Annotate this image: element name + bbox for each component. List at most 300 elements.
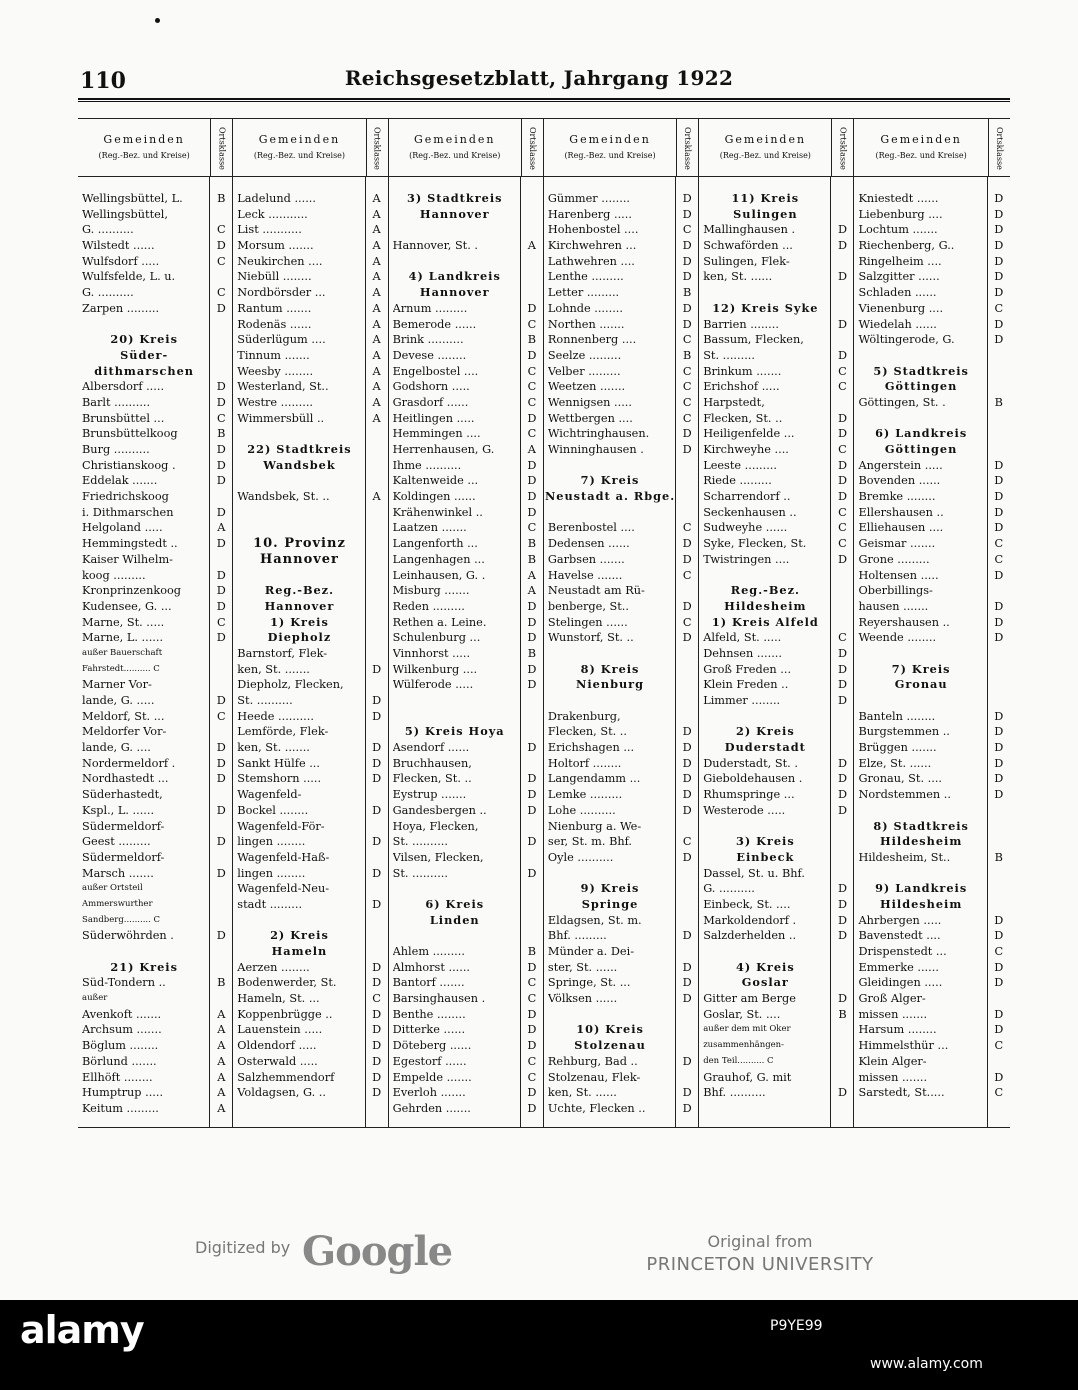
table-row	[854, 332, 1009, 348]
municipality-name: Geest .........	[82, 835, 151, 849]
ortsklasse-value: C	[838, 631, 847, 645]
municipality-name: Devese ........	[392, 348, 467, 362]
table-row	[854, 693, 1009, 709]
table-row	[78, 819, 232, 835]
ortsklasse-value: D	[837, 552, 848, 566]
ortsklasse-value: D	[216, 568, 226, 582]
ortsklasse-value: C	[527, 992, 537, 1006]
ortsklasse-value: D	[372, 835, 382, 849]
municipality-name: Goslar, St. ....	[703, 1007, 781, 1021]
section-heading	[233, 536, 387, 552]
municipality-name: ken, St. ......	[547, 1086, 617, 1100]
table-row	[233, 803, 387, 819]
table-row	[233, 520, 387, 536]
table-row	[854, 991, 1009, 1007]
table-row	[854, 238, 1009, 254]
table-row	[233, 866, 387, 882]
table-row	[854, 913, 1009, 929]
table-row	[389, 379, 543, 395]
table-row	[78, 866, 232, 882]
table-row	[389, 489, 543, 505]
table-row	[854, 709, 1009, 725]
table-row	[233, 740, 387, 756]
table-row	[544, 426, 698, 442]
ortsklasse-value: D	[994, 960, 1004, 974]
ortsklasse-value: D	[682, 537, 692, 551]
table-row	[389, 740, 543, 756]
municipality-name: Reg.-Bez.	[264, 583, 335, 598]
ortsklasse-value: D	[994, 458, 1004, 472]
municipality-name: Ellershausen ..	[858, 505, 944, 519]
municipality-name: Brüggen .......	[858, 741, 937, 755]
table-row	[389, 850, 543, 866]
municipality-name: Drispenstedt ...	[858, 945, 947, 958]
ortsklasse-value: D	[527, 866, 537, 880]
section-heading	[854, 662, 1009, 678]
municipality-name: 4) Kreis	[735, 959, 795, 974]
municipality-name: Dassel, St. u. Bhf.	[703, 866, 805, 880]
ortsklasse-value: A	[372, 333, 381, 347]
ortsklasse-value: C	[527, 317, 537, 331]
ortsklasse-value: D	[372, 709, 382, 723]
table-row	[233, 505, 387, 521]
ortsklasse-value: C	[994, 945, 1004, 958]
table-row	[544, 505, 698, 521]
ortsklasse-value: D	[216, 443, 226, 456]
ortsklasse-value: D	[837, 803, 848, 817]
ortsklasse-value: D	[372, 694, 382, 707]
table-row	[389, 646, 543, 662]
table-row	[699, 364, 853, 380]
ortsklasse-value: B	[838, 1007, 847, 1021]
municipality-name: Elze, St. ......	[858, 756, 932, 770]
ortsklasse-value: D	[837, 929, 848, 943]
ortsklasse-value: A	[372, 301, 381, 315]
ortsklasse-value: D	[994, 913, 1004, 927]
table-row	[233, 662, 387, 678]
municipality-name: außer	[82, 993, 108, 1004]
ortsklasse-value: D	[216, 537, 226, 551]
table-row	[389, 520, 543, 536]
table-row	[389, 536, 543, 552]
table-row	[78, 317, 232, 333]
municipality-name: Linden	[429, 912, 480, 927]
table-row	[854, 787, 1009, 803]
municipality-table	[78, 118, 1010, 1128]
ortsklasse-value: C	[216, 286, 226, 300]
table-row	[78, 536, 232, 552]
ortsklasse-value: D	[682, 427, 692, 441]
municipality-name: Kaltenweide ...	[392, 474, 479, 488]
municipality-name: 9) Kreis	[580, 881, 640, 896]
municipality-name: St. .........	[703, 348, 755, 362]
section-heading	[854, 881, 1009, 897]
municipality-name: Grasdorf ......	[392, 395, 469, 409]
table-row	[854, 724, 1009, 740]
municipality-name: Arnum .........	[392, 301, 468, 315]
table-column	[544, 119, 699, 1127]
table-row	[78, 991, 232, 1007]
table-row	[699, 709, 853, 725]
municipality-name: Barnstorf, Flek-	[237, 646, 328, 660]
ortsklasse-value: D	[216, 584, 226, 598]
municipality-name: Böglum ........	[82, 1039, 159, 1053]
table-row	[78, 520, 232, 536]
table-row	[389, 301, 543, 317]
municipality-name: Harpstedt,	[703, 395, 765, 409]
table-row	[389, 834, 543, 850]
municipality-name: Elliehausen ....	[858, 521, 944, 535]
municipality-name: Lathwehren ....	[547, 254, 635, 268]
municipality-name: Lemförde, Flek-	[237, 725, 329, 739]
table-row	[854, 269, 1009, 285]
municipality-name: 4) Landkreis	[408, 269, 501, 284]
section-heading	[389, 269, 543, 285]
table-row	[78, 897, 232, 913]
table-row	[544, 442, 698, 458]
table-row	[389, 583, 543, 599]
municipality-name: Wöltingerode, G.	[858, 333, 955, 347]
table-row	[699, 928, 853, 944]
table-row	[389, 411, 543, 427]
municipality-name: Marne, L. ......	[82, 631, 164, 645]
ortsklasse-value: D	[527, 1086, 537, 1100]
ortsklasse-value: A	[372, 364, 381, 378]
municipality-name: Erichshof .....	[703, 380, 780, 394]
table-row	[389, 630, 543, 646]
table-row	[544, 222, 698, 238]
table-row	[544, 1085, 698, 1101]
ortsklasse-value: D	[682, 850, 692, 864]
municipality-name: Reg.-Bez.	[730, 583, 800, 598]
column-header	[389, 119, 543, 177]
table-row	[78, 568, 232, 584]
table-row	[78, 944, 232, 960]
table-row	[544, 709, 698, 725]
table-row	[389, 975, 543, 991]
ortsklasse-value: D	[994, 223, 1004, 237]
ortsklasse-value: C	[216, 223, 226, 237]
municipality-name: Liebenburg ....	[858, 207, 943, 221]
table-row	[699, 944, 853, 960]
ortsklasse-value: C	[838, 443, 847, 456]
section-heading	[854, 364, 1009, 380]
municipality-name: Limmer ........	[703, 694, 781, 707]
ortsklasse-value: C	[838, 380, 847, 394]
section-heading	[854, 834, 1009, 850]
municipality-name: Berenbostel ....	[547, 521, 635, 535]
table-row	[233, 819, 387, 835]
table-row	[78, 709, 232, 725]
table-row	[78, 505, 232, 521]
section-heading	[699, 583, 853, 599]
table-row	[389, 803, 543, 819]
table-row	[233, 269, 387, 285]
section-heading	[699, 191, 853, 207]
table-row	[699, 1007, 853, 1023]
ortsklasse-value: D	[527, 741, 537, 755]
table-row	[78, 599, 232, 615]
section-heading	[544, 489, 698, 505]
section-heading	[544, 1022, 698, 1038]
municipality-name: 21) Kreis	[110, 959, 178, 974]
table-row	[699, 630, 853, 646]
municipality-name: Herrenhausen, G.	[392, 443, 495, 456]
table-row	[699, 819, 853, 835]
section-heading	[78, 960, 232, 976]
municipality-name: Wunstorf, St. ..	[547, 631, 634, 645]
ortsklasse-value: C	[682, 521, 692, 535]
ortsklasse-value: A	[527, 584, 536, 598]
ortsklasse-value: D	[682, 803, 692, 817]
municipality-name: Bremke ........	[858, 490, 936, 504]
table-row	[389, 677, 543, 693]
ortsklasse-value: C	[372, 992, 381, 1006]
ortsklasse-value: C	[527, 427, 537, 441]
municipality-name: Groß Freden ...	[703, 662, 792, 676]
section-heading	[233, 630, 387, 646]
table-row	[233, 756, 387, 772]
municipality-name: Hemmingstedt ..	[82, 537, 178, 551]
table-row	[854, 615, 1009, 631]
table-row	[389, 662, 543, 678]
municipality-name: Gronau, St. ....	[858, 772, 943, 786]
ortsklasse-value: D	[837, 788, 848, 802]
municipality-name: ken, St. ......	[703, 270, 773, 284]
ortsklasse-value: D	[216, 929, 226, 943]
municipality-name: Weesby ........	[237, 364, 314, 378]
municipality-name: 3) Kreis	[735, 834, 795, 849]
column-rows	[699, 191, 853, 1101]
municipality-name: 1) Kreis	[270, 614, 329, 629]
table-row	[544, 991, 698, 1007]
table-row	[699, 348, 853, 364]
municipality-name: Geismar .......	[858, 537, 936, 551]
table-row	[233, 222, 387, 238]
table-row	[854, 348, 1009, 364]
section-heading	[699, 960, 853, 976]
table-row	[78, 411, 232, 427]
municipality-name: Döteberg ......	[392, 1039, 472, 1053]
municipality-name: Göttingen	[884, 442, 958, 456]
municipality-name: Humptrup .....	[82, 1086, 164, 1100]
ortsklasse-value: B	[527, 552, 537, 566]
municipality-name: Grauhof, G. mit	[703, 1070, 792, 1084]
table-row	[699, 379, 853, 395]
municipality-name: Reden .........	[392, 599, 465, 613]
municipality-name: Neukirchen ....	[237, 254, 323, 268]
ortsklasse-value: D	[372, 772, 382, 786]
table-column	[389, 119, 544, 1127]
municipality-name: Nordbörsder ...	[237, 286, 326, 300]
ortsklasse-value: C	[838, 537, 847, 551]
table-row	[854, 317, 1009, 333]
municipality-name: 10. Provinz	[253, 536, 346, 552]
table-row	[78, 724, 232, 740]
ink-dot	[155, 18, 160, 23]
table-row	[389, 866, 543, 882]
ortsklasse-value: D	[682, 270, 692, 284]
table-row	[854, 254, 1009, 270]
ortsklasse-value: D	[682, 1101, 692, 1115]
municipality-name: Brunsbüttel ...	[82, 411, 165, 425]
municipality-name: benberge, St..	[547, 599, 629, 613]
municipality-name: Bassum, Flecken,	[703, 333, 804, 347]
table-row	[544, 348, 698, 364]
ortsklasse-value: A	[217, 1101, 226, 1115]
table-row	[389, 599, 543, 615]
column-rows	[854, 191, 1009, 1101]
municipality-name: außer Bauerschaft	[82, 647, 163, 658]
column-header-sub: (Reg.-Bez. und Kreise)	[98, 151, 190, 160]
municipality-name: außer Ortsteil	[82, 883, 143, 894]
ortsklasse-value: D	[216, 835, 226, 849]
ortsklasse-value: D	[216, 301, 226, 315]
ortsklasse-value: C	[527, 521, 537, 535]
table-row	[699, 756, 853, 772]
ortsklasse-value: D	[527, 490, 537, 504]
column-header-class: Ortsklasse	[676, 119, 698, 177]
ortsklasse-value: B	[217, 976, 226, 990]
municipality-name: Leinhausen, G. .	[392, 568, 486, 582]
municipality-name: 8) Stadtkreis	[873, 818, 969, 833]
column-header-name: Gemeinden	[569, 133, 651, 146]
municipality-name: Göttingen, St. .	[858, 395, 946, 409]
municipality-name: Nienburg a. We-	[547, 819, 642, 833]
municipality-name: Salzderhelden ..	[703, 929, 797, 943]
municipality-name: Drakenburg,	[547, 709, 621, 723]
municipality-name: Seelze .........	[547, 348, 622, 362]
municipality-name: 2) Kreis	[735, 724, 795, 739]
table-row	[854, 866, 1009, 882]
municipality-name: Empelde .......	[392, 1070, 472, 1084]
ortsklasse-value: D	[837, 897, 848, 911]
ortsklasse-value: D	[216, 772, 226, 786]
column-rows	[233, 191, 387, 1101]
table-row	[854, 583, 1009, 599]
municipality-name: lande, G. .....	[82, 694, 155, 707]
table-row	[389, 1054, 543, 1070]
municipality-name: Seckenhausen ..	[703, 505, 797, 519]
municipality-name: Bhf. ..........	[703, 1086, 766, 1100]
ortsklasse-value: D	[994, 599, 1004, 613]
ortsklasse-value: D	[994, 192, 1004, 205]
ortsklasse-value: D	[837, 474, 848, 488]
table-row	[389, 473, 543, 489]
ortsklasse-value: D	[527, 803, 537, 817]
municipality-name: Weende ........	[858, 631, 937, 645]
municipality-name: Harenberg .....	[547, 207, 632, 221]
table-row	[78, 1022, 232, 1038]
table-row	[544, 520, 698, 536]
municipality-name: Bemerode ......	[392, 317, 477, 331]
table-row	[544, 787, 698, 803]
table-column	[699, 119, 854, 1127]
section-heading	[854, 379, 1009, 395]
municipality-name: Alfeld, St. .....	[703, 631, 782, 645]
municipality-name: Angerstein .....	[858, 458, 943, 472]
municipality-name: Ammerswurther	[82, 898, 153, 909]
municipality-name: Bodenwerder, St.	[237, 976, 337, 990]
ortsklasse-value: D	[837, 678, 848, 692]
municipality-name: Duderstadt, St. .	[703, 756, 798, 770]
municipality-name: Gehrden .......	[392, 1101, 471, 1115]
ortsklasse-value: D	[682, 599, 692, 613]
ortsklasse-value: A	[372, 192, 381, 205]
municipality-name: Hohenbostel ....	[547, 223, 639, 237]
municipality-name: Emmerke ......	[858, 960, 939, 974]
municipality-name: Hannover	[419, 206, 490, 221]
table-row	[389, 426, 543, 442]
ortsklasse-value: D	[837, 882, 848, 896]
municipality-name: Riechenberg, G..	[858, 239, 955, 253]
ortsklasse-value: A	[372, 239, 381, 253]
municipality-name: Morsum .......	[237, 239, 314, 253]
municipality-name: Wennigsen .....	[547, 395, 632, 409]
municipality-name: Hannover	[264, 598, 335, 613]
municipality-name: Nordstemmen ..	[858, 788, 951, 802]
table-row	[389, 787, 543, 803]
table-row	[233, 411, 387, 427]
section-heading	[233, 615, 387, 631]
ortsklasse-value: D	[527, 788, 537, 802]
municipality-name: Sandberg.......... C	[82, 914, 161, 925]
ortsklasse-value: D	[527, 960, 537, 974]
table-row	[854, 975, 1009, 991]
municipality-name: Kspl., L. ......	[82, 803, 155, 817]
municipality-name: Wimmersbüll ..	[237, 411, 325, 425]
municipality-name: Tinnum .......	[237, 348, 310, 362]
table-row	[78, 301, 232, 317]
table-row	[389, 1085, 543, 1101]
section-heading	[389, 913, 543, 929]
column-header-sub: (Reg.-Bez. und Kreise)	[409, 151, 501, 160]
table-row	[699, 505, 853, 521]
table-row	[78, 928, 232, 944]
municipality-name: St. ..........	[392, 835, 448, 849]
municipality-name: 6) Landkreis	[875, 426, 968, 441]
municipality-name: Gieboldehausen .	[703, 772, 803, 786]
table-row	[699, 1022, 853, 1038]
ortsklasse-value: D	[527, 348, 537, 362]
table-row	[854, 473, 1009, 489]
municipality-name: Laatzen .......	[392, 521, 467, 535]
table-row	[699, 552, 853, 568]
municipality-name: Zarpen .........	[82, 301, 160, 315]
table-row	[233, 693, 387, 709]
municipality-name: Kniestedt ......	[858, 192, 939, 205]
section-heading	[854, 442, 1009, 458]
ortsklasse-value: D	[994, 270, 1004, 284]
ortsklasse-value: D	[216, 474, 226, 488]
table-row	[699, 536, 853, 552]
municipality-name: 5) Stadtkreis	[873, 363, 969, 378]
table-row	[78, 850, 232, 866]
ortsklasse-value: A	[217, 1039, 226, 1053]
municipality-name: Oldendorf .....	[237, 1039, 317, 1053]
municipality-name: Westerland, St..	[237, 380, 329, 394]
ortsklasse-value: A	[217, 1023, 226, 1037]
ortsklasse-value: D	[837, 1086, 848, 1100]
ortsklasse-value: D	[216, 505, 226, 519]
municipality-name: Hildesheim	[879, 834, 963, 849]
municipality-name: 1) Kreis Alfeld	[711, 614, 819, 629]
table-row	[78, 1101, 232, 1117]
ortsklasse-value: D	[372, 1054, 382, 1068]
municipality-name: Misburg .......	[392, 584, 470, 598]
table-row	[544, 913, 698, 929]
municipality-name: Voldagsen, G. ..	[237, 1086, 326, 1100]
